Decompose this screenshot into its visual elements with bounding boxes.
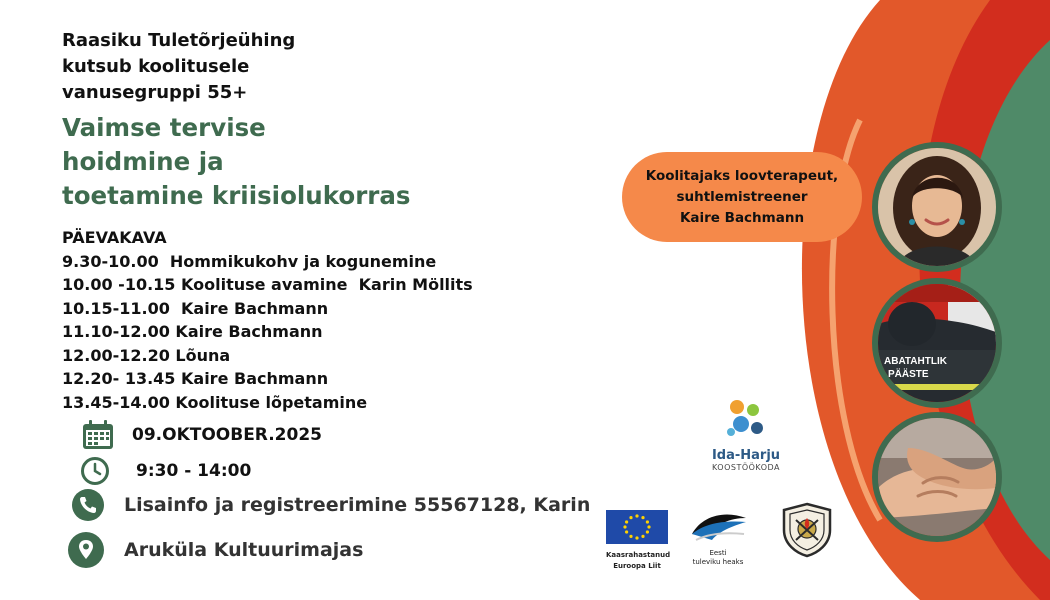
- agenda-item: 13.45-14.00 Koolituse lõpetamine: [62, 392, 368, 412]
- eu-caption-1: Kaasrahastanud: [606, 551, 671, 559]
- title-line-3: toetamine kriisiolukorras: [62, 181, 411, 210]
- estonia-caption-1: Eesti: [709, 549, 727, 557]
- intro-line-2: kutsub koolitusele: [62, 56, 250, 77]
- trainer-line-1: Koolitajaks loovterapeut,: [645, 167, 839, 184]
- event-date: 09.OKTOOBER.2025: [132, 425, 322, 445]
- idaharju-emblem-icon: [723, 398, 769, 442]
- holding-hands-image: [878, 418, 996, 536]
- eu-flag-icon: [606, 510, 668, 544]
- title-line-2: hoidmine ja: [62, 147, 224, 176]
- time-row: [80, 456, 251, 486]
- trainer-photo: [872, 142, 1002, 272]
- vest-label-2: PÄÄSTE: [888, 369, 929, 380]
- vest-label-1: ABATAHTLIK: [884, 356, 947, 367]
- location-row: [68, 532, 363, 568]
- calendar-icon: [82, 420, 114, 450]
- idaharju-name: Ida-Harju: [711, 448, 781, 463]
- date-row: [82, 420, 322, 450]
- trainer-portrait-image: [878, 148, 996, 266]
- agenda-item: 12.20- 13.45 Kaire Bachmann: [62, 369, 329, 388]
- agenda-item: 10.15-11.00 Kaire Bachmann: [62, 298, 329, 318]
- event-title: [62, 111, 411, 213]
- event-time: 9:30 - 14:00: [136, 461, 252, 481]
- estonia-swallow-icon: [688, 506, 748, 544]
- eu-caption-2: Euroopa Liit: [613, 562, 661, 570]
- agenda-item: 10.00 -10.15 Koolituse avamine Karin Möllits: [62, 275, 473, 294]
- estonia-logo: [686, 506, 750, 566]
- location-pin-icon: [68, 532, 104, 568]
- agenda-heading: PÄEVAKAVA: [62, 228, 167, 247]
- intro-line-3: vanusegruppi 55+: [62, 82, 248, 103]
- agenda-item: 9.30-10.00 Hommikukohv ja kogunemine: [62, 251, 437, 271]
- trainer-bubble: [622, 152, 862, 242]
- phone-icon: [72, 489, 104, 521]
- clock-icon: [80, 456, 110, 486]
- trainer-line-2: suhtlemistreener: [676, 188, 808, 205]
- volunteer-rescue-image: [878, 284, 996, 402]
- title-line-1: Vaimse tervise: [62, 113, 266, 142]
- idaharju-sub: KOOSTÖÖKODA: [711, 463, 781, 472]
- contact-row: [72, 489, 590, 521]
- intro-line-1: Raasiku Tuletõrjeühing: [62, 30, 296, 51]
- fire-brigade-badge-icon: [780, 502, 834, 558]
- agenda-item: 12.00-12.20 Lõuna: [62, 345, 231, 365]
- estonia-caption-2: tuleviku heaks: [692, 558, 744, 566]
- agenda-item: 11.10-12.00 Kaire Bachmann: [62, 322, 323, 341]
- agenda: [62, 226, 473, 414]
- firefighter-photo: [872, 278, 1002, 408]
- event-location: Aruküla Kultuurimajas: [124, 539, 364, 561]
- trainer-line-3: Kaire Bachmann: [679, 209, 805, 226]
- hands-photo: [872, 412, 1002, 542]
- eu-cofunded-logo: [606, 510, 671, 570]
- contact-info: Lisainfo ja registreerimine 55567128, Karin: [124, 494, 591, 516]
- invitation-text: [62, 28, 295, 106]
- idaharju-logo: [706, 398, 786, 472]
